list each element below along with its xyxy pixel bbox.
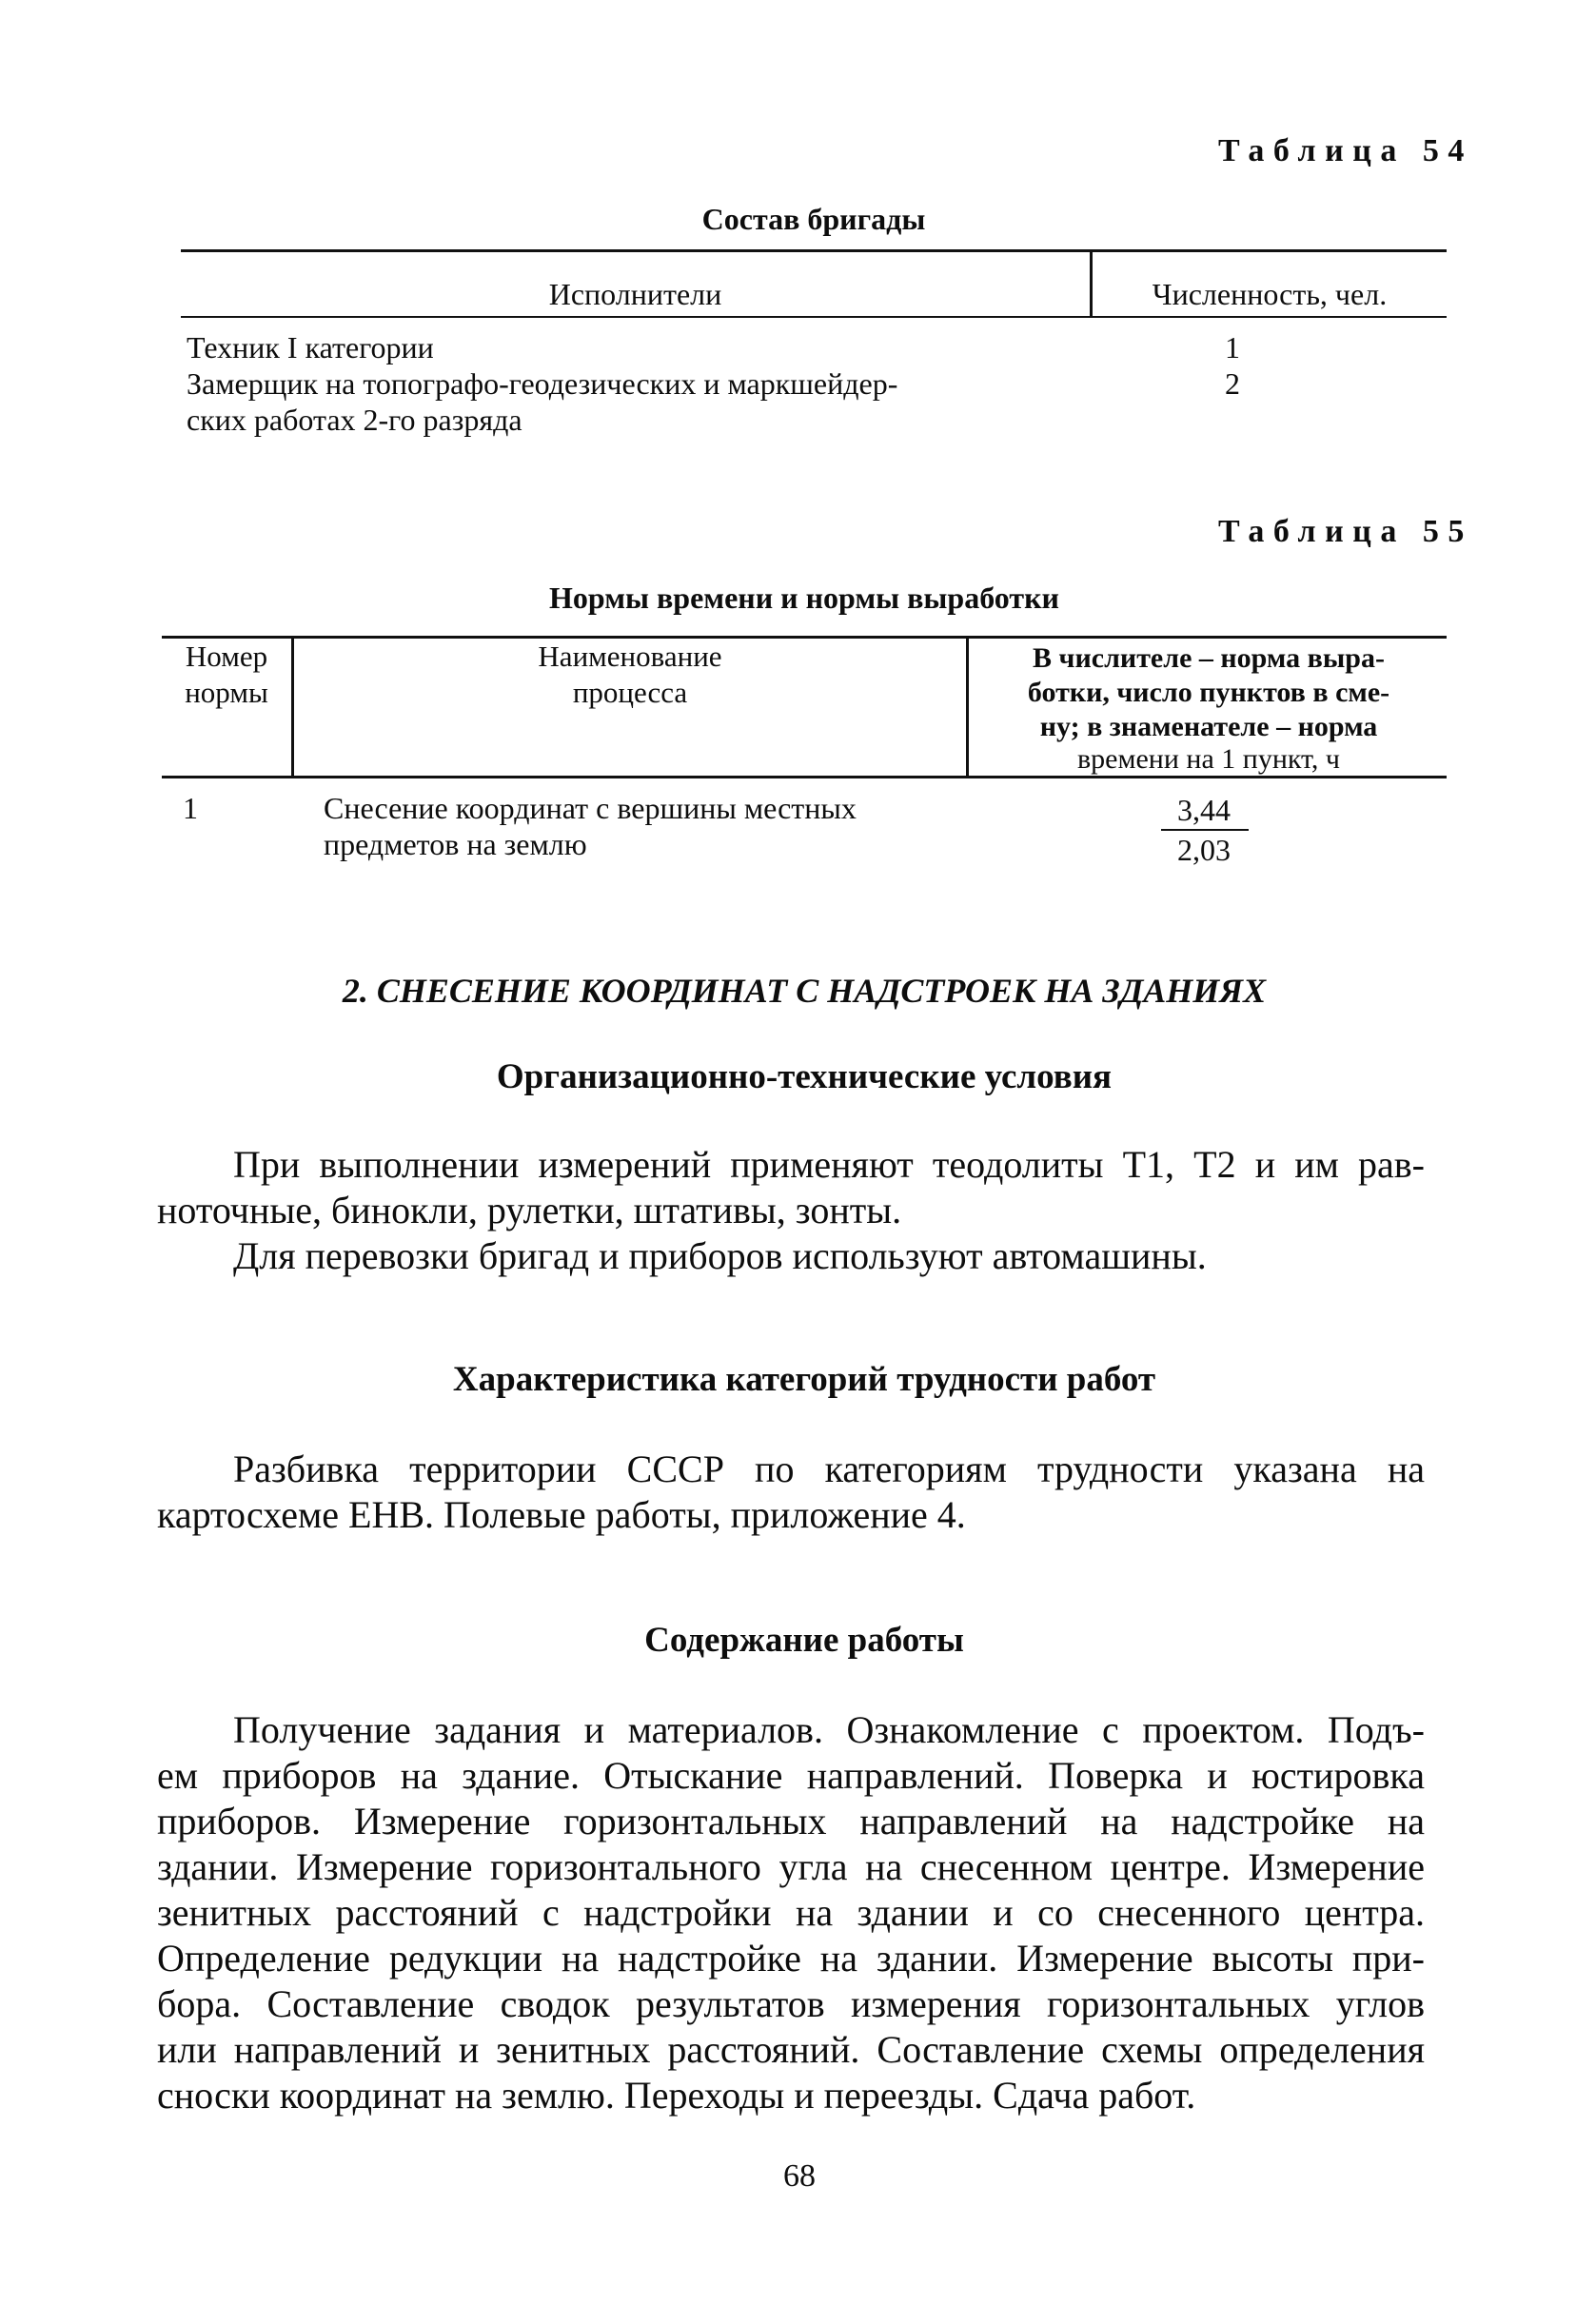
table-55-row-1-process-line1: Снесение координат с вершины местных — [324, 791, 857, 825]
work-content-line: или направлений и зенитных расстояний. Составление схемы определения — [157, 2028, 1425, 2071]
table-54-header-count: Численность, чел. — [1152, 277, 1388, 311]
table-55-header-norm-line4: времени на 1 пункт, ч — [1077, 743, 1340, 775]
work-content-heading: Содержание работы — [644, 1621, 964, 1660]
table-55-caption: Нормы времени и нормы выработки — [549, 581, 1059, 615]
table-54-row-1-count: 1 — [1225, 330, 1240, 364]
org-paragraph-line1: При выполнении измерений применяют теодолиты Т1, Т2 и им рав- — [233, 1143, 1425, 1186]
table-54-row-2-performer-line2: ских работах 2-го разряда — [187, 403, 522, 437]
table-54-label: Таблица 54 — [1218, 133, 1473, 168]
table-55-header-norm-line3: ну; в знаменателе – норма — [1039, 711, 1378, 742]
work-content-line: бора. Составление сводок результатов измерения горизонтальных углов — [157, 1982, 1425, 2025]
work-content-line: приборов. Измерение горизонтальных направлений на надстройке на — [157, 1800, 1425, 1842]
org-conditions-heading: Организационно-технические условия — [496, 1057, 1113, 1096]
table-55-header-number-line1: Номер — [185, 640, 268, 673]
org-paragraph-line2: ноточные, бинокли, рулетки, штативы, зонты. — [157, 1189, 902, 1231]
work-content-line: зенитных расстояний с надстройки на здании и со снесенного центра. — [157, 1891, 1425, 1934]
table-55-row-1-numerator: 3,44 — [1177, 793, 1231, 827]
table-55-header-number-line2: нормы — [185, 676, 268, 709]
work-content-line: Определение редукции на надстройке на здании. Измерение высоты при- — [157, 1937, 1425, 1980]
table-55-row-1-number: 1 — [183, 791, 198, 825]
work-content-line: ем приборов на здание. Отыскание направлений. Поверка и юстировка — [157, 1754, 1425, 1797]
table-55-label: Таблица 55 — [1218, 514, 1473, 549]
difficulty-categories-heading: Характеристика категорий трудности работ — [452, 1360, 1156, 1399]
page-number: 68 — [783, 2158, 816, 2194]
table-55-header-process-line1: Наименование — [538, 640, 722, 673]
table-55-top-rule — [162, 636, 1447, 639]
table-55-header-rule — [162, 776, 1447, 778]
table-54-row-2-performer-line1: Замерщик на топографо-геодезических и маркшейдер- — [187, 366, 898, 401]
table-55-header-norm-line2: ботки, число пунктов в сме- — [1027, 677, 1390, 708]
org-paragraph-2: Для перевозки бригад и приборов используют автомашины. — [233, 1234, 1207, 1277]
table-54-caption: Состав бригады — [701, 202, 926, 236]
table-54-header-rule — [181, 316, 1447, 318]
table-55-row-1-fraction-bar — [1161, 829, 1249, 831]
table-54-row-2-count: 2 — [1225, 366, 1240, 401]
table-55-divider-2 — [966, 636, 969, 778]
work-content-line: сноски координат на землю. Переходы и переезды. Сдача работ. — [157, 2074, 1196, 2117]
work-content-line: здании. Измерение горизонтального угла на снесенном центре. Измерение — [157, 1845, 1425, 1888]
difficulty-paragraph-line1: Разбивка территории СССР по категориям трудности указана на — [233, 1448, 1425, 1490]
table-55-row-1-process-line2: предметов на землю — [324, 827, 587, 861]
work-content-line: Получение задания и материалов. Ознакомление с проектом. Подъ- — [233, 1708, 1425, 1751]
table-54-row-1-performer: Техник I категории — [187, 330, 434, 364]
section-title: 2. СНЕСЕНИЕ КООРДИНАТ С НАДСТРОЕК НА ЗДАНИЯХ — [342, 972, 1267, 1010]
table-54-header-performers: Исполнители — [548, 277, 722, 311]
table-55-header-norm-line1: В числителе – норма выра- — [1033, 642, 1385, 674]
table-55-header-process-line2: процесса — [572, 676, 688, 709]
table-55-divider-1 — [291, 636, 294, 778]
difficulty-paragraph-line2: картосхеме ЕНВ. Полевые работы, приложение 4. — [157, 1493, 966, 1536]
table-55-row-1-denominator: 2,03 — [1177, 833, 1231, 867]
table-54-top-rule — [181, 249, 1447, 252]
work-content-paragraph — [157, 1707, 1425, 2118]
